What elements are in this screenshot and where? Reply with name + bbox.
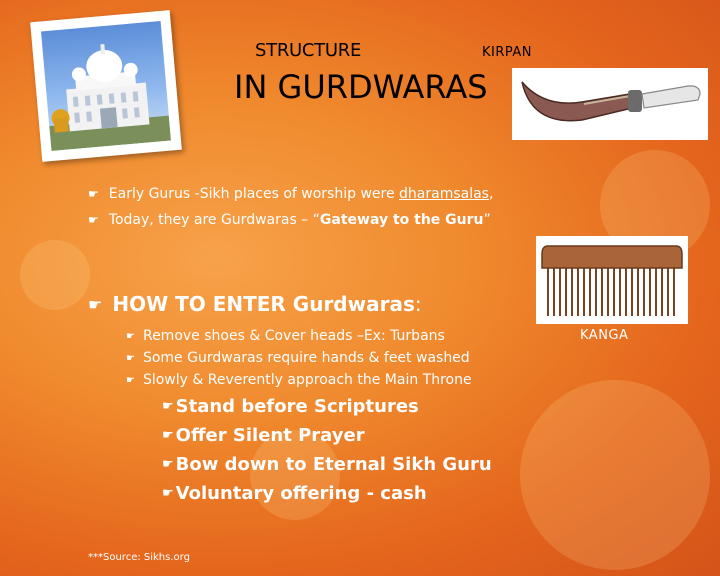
sub-bullet <box>126 372 472 388</box>
bullet-prefix: Early Gurus - <box>108 186 200 202</box>
bullet-early-gurus <box>88 186 493 202</box>
bullet-prefix: Today, they are Gurdwaras – “ <box>108 212 320 228</box>
sub-bullet <box>126 350 470 366</box>
source-footnote: ***Source: Sikhs.org <box>88 552 190 563</box>
heading-colon: : <box>414 292 422 316</box>
kanga-label: KANGA <box>580 328 629 343</box>
inner-bullet <box>162 483 427 504</box>
bullet-main: Sikh places of worship were <box>199 186 400 202</box>
kirpan-image <box>512 68 708 140</box>
kirpan-illustration <box>512 68 708 140</box>
title-structure: STRUCTURE <box>255 40 362 61</box>
gurdwara-illustration <box>41 21 171 151</box>
bullet-suffix: , <box>488 186 494 202</box>
hand-pointing-icon: ☛ <box>88 294 103 314</box>
hand-pointing-icon: ☛ <box>162 457 174 472</box>
hand-pointing-icon: ☛ <box>88 213 99 227</box>
kirpan-label: KIRPAN <box>482 45 533 60</box>
dharamsalas-link[interactable]: dharamsalas <box>399 186 489 202</box>
hand-pointing-icon: ☛ <box>126 374 135 386</box>
sub-bullet-text: Remove shoes & Cover heads –Ex: Turbans <box>142 328 445 344</box>
inner-bullet <box>162 425 365 446</box>
bullet-suffix: ” <box>483 212 491 228</box>
bullet-today-gurdwaras <box>88 212 491 228</box>
hand-pointing-icon: ☛ <box>162 486 174 501</box>
bokeh-decoration <box>520 380 710 570</box>
hand-pointing-icon: ☛ <box>88 187 99 201</box>
hand-pointing-icon: ☛ <box>162 428 174 443</box>
bullet-how-to-enter <box>88 292 422 316</box>
bullet-bold: Gateway to the Guru <box>319 212 484 228</box>
gurdwara-image <box>41 21 171 151</box>
kanga-illustration <box>536 236 688 324</box>
inner-bullet <box>162 396 419 417</box>
hand-pointing-icon: ☛ <box>126 352 135 364</box>
sub-bullet-text: Some Gurdwaras require hands & feet washed <box>142 350 470 366</box>
heading-how-to-enter: HOW TO ENTER Gurdwaras <box>112 292 415 316</box>
kanga-image <box>536 236 688 324</box>
title-in-gurdwaras: IN GURDWARAS <box>234 68 488 106</box>
hand-pointing-icon: ☛ <box>162 399 174 414</box>
inner-bullet-text: Voluntary offering - cash <box>175 483 427 504</box>
gurdwara-photo <box>30 10 182 162</box>
hand-pointing-icon: ☛ <box>126 330 135 342</box>
sub-bullet <box>126 328 445 344</box>
inner-bullet-text: Stand before Scriptures <box>175 396 419 417</box>
inner-bullet <box>162 454 492 475</box>
inner-bullet-text: Offer Silent Prayer <box>175 425 365 446</box>
inner-bullet-text: Bow down to Eternal Sikh Guru <box>175 454 492 475</box>
sub-bullet-text: Slowly & Reverently approach the Main Throne <box>142 372 472 388</box>
bokeh-decoration <box>20 240 90 310</box>
